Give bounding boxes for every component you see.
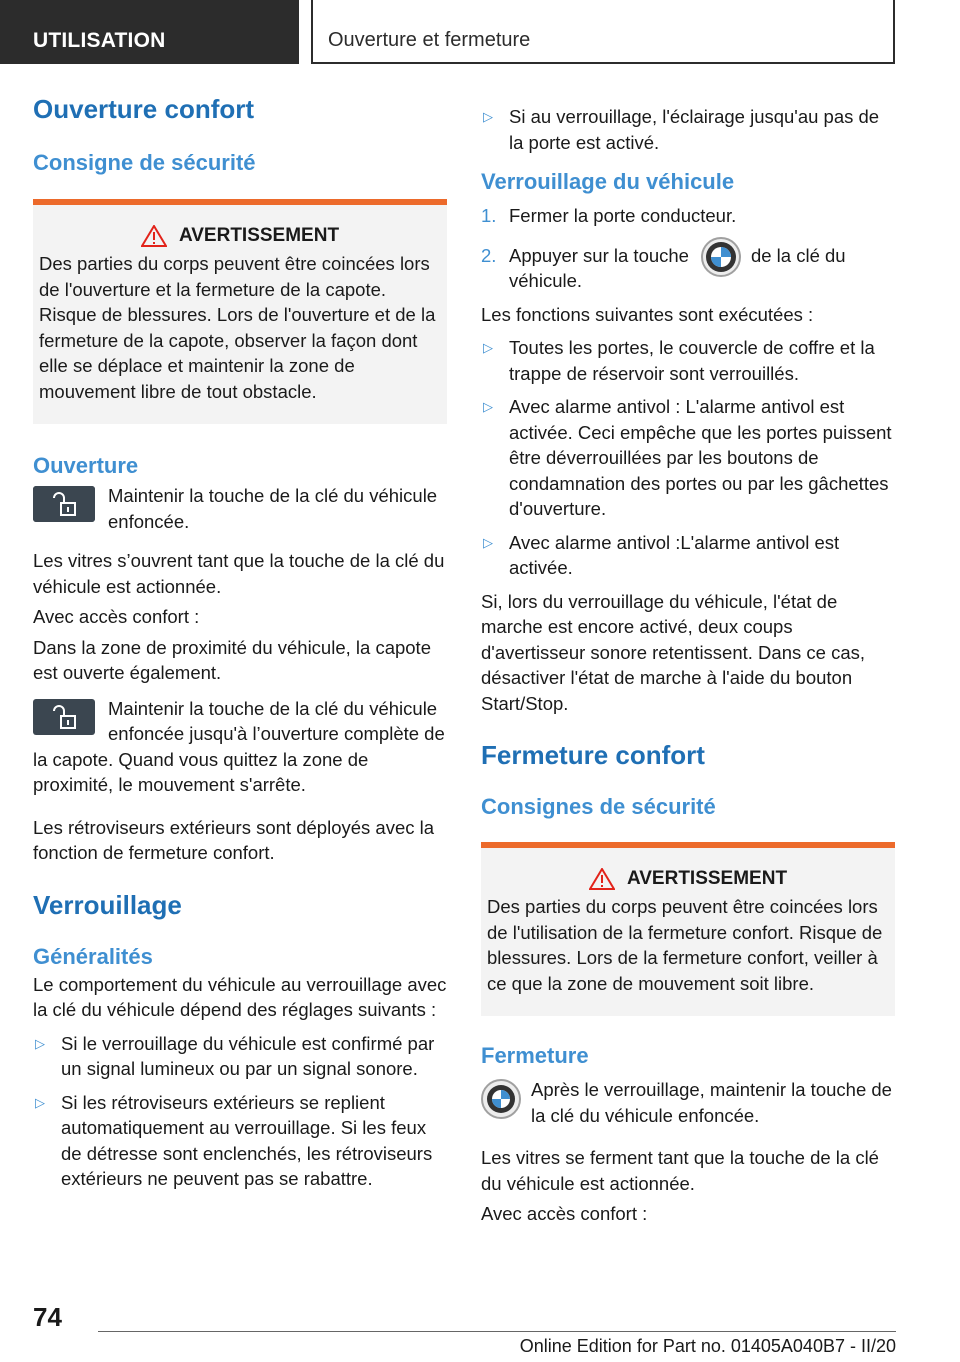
page-number: 74 xyxy=(33,1302,62,1332)
key-instruction-3 xyxy=(481,1077,895,1128)
header-chapter-title: Ouverture et fermeture xyxy=(311,0,895,64)
right-top-bullet xyxy=(481,104,895,155)
paragraph-functions: Les fonctions suivantes sont exécutées : xyxy=(481,303,814,325)
header-section-title: UTILISATION xyxy=(0,0,299,64)
left-column xyxy=(33,92,447,1200)
paragraph-proximity-zone: Dans la zone de proximité du véhicule, la capote est ouverte également. xyxy=(33,636,431,683)
page-header xyxy=(0,0,960,66)
triangle-bullet-icon: ▷ xyxy=(483,340,493,355)
warning-header xyxy=(487,868,889,890)
warning-text: Des parties du corps peuvent être coincées lors de l'utilisation de la fermeture confort. Risque de blessures. Lors de la fermeture confort, veiller à ce que la zone de mouvement soit libre. xyxy=(487,896,883,994)
warning-label: AVERTISSEMENT xyxy=(178,225,340,246)
key-instruction-1 xyxy=(33,483,447,534)
warning-triangle-icon xyxy=(589,868,615,890)
heading-generalites: Généralités xyxy=(33,943,153,969)
heading-ouverture: Ouverture xyxy=(33,453,139,478)
unlock-key-button-icon xyxy=(33,699,95,735)
step-item: 1. Fermer la porte conducteur. xyxy=(481,205,737,226)
key-instruction-1-text: Maintenir la touche de la clé du véhicule enfoncée. xyxy=(108,485,438,532)
triangle-bullet-icon: ▷ xyxy=(483,534,493,550)
list-item: ▷ Si les rétroviseurs extérieurs se replient automatiquement au verrouillage. Si les feux de détresse sont enclenchés, les rétroviseurs extérieurs ne peuvent pas se rabattre. xyxy=(35,1091,433,1189)
heading-safety-notes: Consignes de sécurité xyxy=(481,794,716,819)
heading-fermeture: Fermeture xyxy=(481,1043,589,1068)
footer-divider xyxy=(98,1331,896,1332)
step-item: 2. Appuyer sur la touche de la clé du véhicule. xyxy=(481,243,895,294)
unlock-key-button-icon xyxy=(33,486,95,522)
right-bullet-list xyxy=(481,335,895,581)
key-instruction-2-text: Maintenir la touche de la clé du véhicule enfoncée jusqu'à l’ouverture complète de la capote. Quand vous quittez la zone de proximité, le mouvement s'arrête. xyxy=(33,697,445,795)
list-item: ▷ Toutes les portes, le couvercle de coffre et la trappe de réservoir sont verrouillés. xyxy=(483,337,875,384)
list-item: ▷ Si le verrouillage du véhicule est confirmé par un signal lumineux ou par un signal sonore. xyxy=(35,1032,435,1079)
paragraph-windows-open: Les vitres s’ouvrent tant que la touche de la clé du véhicule est actionnée. xyxy=(33,550,445,597)
bmw-logo-key-button-icon xyxy=(701,237,741,277)
triangle-bullet-icon: ▷ xyxy=(35,1035,45,1051)
bmw-logo-key-button-icon xyxy=(481,1079,521,1119)
paragraph-comfort-access: Avec accès confort : xyxy=(33,606,200,627)
paragraph-comfort-access: Avec accès confort : xyxy=(481,1203,648,1224)
paragraph-lock-behaviour: Le comportement du véhicule au verrouillage avec la clé du véhicule dépend des réglages suivants : xyxy=(33,973,447,1020)
list-item: ▷ Avec alarme antivol : L'alarme antivol est activée. Ceci empêche que les portes puissent être déverrouillées par les boutons de condamnation des portes ou par les gâchettes d'ouverture. xyxy=(483,396,892,519)
warning-box-1 xyxy=(33,199,447,424)
paragraph-running-state: Si, lors du verrouillage du véhicule, l'état de marche est encore activé, deux coups d'avertisseur sonore retentissent. Dans ce cas, désactiver l'état de marche à l'aide du bouton Start/Stop. xyxy=(481,590,865,714)
heading-ouverture-confort: Ouverture confort xyxy=(33,94,255,124)
paragraph-windows-close: Les vitres se ferment tant que la touche de la clé du véhicule est actionnée. xyxy=(481,1147,879,1194)
warning-text: Des parties du corps peuvent être coincées lors de l'ouverture et la fermeture de la capote. Risque de blessures. Lors de l'ouverture et de la fermeture de la capote, observer la façon dont elle se déplace et maintenir la zone de mouvement libre de tout obstacle. xyxy=(39,253,436,402)
warning-box-2 xyxy=(481,842,895,1016)
heading-comfort-closing: Fermeture confort xyxy=(481,740,705,770)
heading-safety-note: Consigne de sécurité xyxy=(33,150,256,175)
key-instruction-2 xyxy=(33,696,447,798)
triangle-bullet-icon: ▷ xyxy=(483,109,493,124)
left-bullet-list xyxy=(33,1031,447,1192)
warning-header xyxy=(39,225,441,247)
list-item: ▷ Avec alarme antivol :L'alarme antivol est activée. xyxy=(483,531,840,578)
right-column xyxy=(481,104,895,1227)
triangle-bullet-icon: ▷ xyxy=(483,399,493,414)
footer-edition: Online Edition for Part no. 01405A040B7 - II/20 xyxy=(519,1336,896,1356)
heading-verrouillage: Verrouillage xyxy=(33,889,182,920)
warning-triangle-icon xyxy=(141,225,167,247)
list-item: ▷ Si au verrouillage, l'éclairage jusqu'au pas de la porte est activé. xyxy=(483,106,880,153)
warning-label: AVERTISSEMENT xyxy=(626,868,788,889)
paragraph-mirrors: Les rétroviseurs extérieurs sont déployés avec la fonction de fermeture confort. xyxy=(33,816,435,863)
key-instruction-3-text: Après le verrouillage, maintenir la touche de la clé du véhicule enfoncée. xyxy=(531,1079,892,1126)
heading-vehicle-locking: Verrouillage du véhicule xyxy=(481,169,735,194)
triangle-bullet-icon: ▷ xyxy=(35,1094,45,1110)
locking-steps xyxy=(481,203,895,294)
